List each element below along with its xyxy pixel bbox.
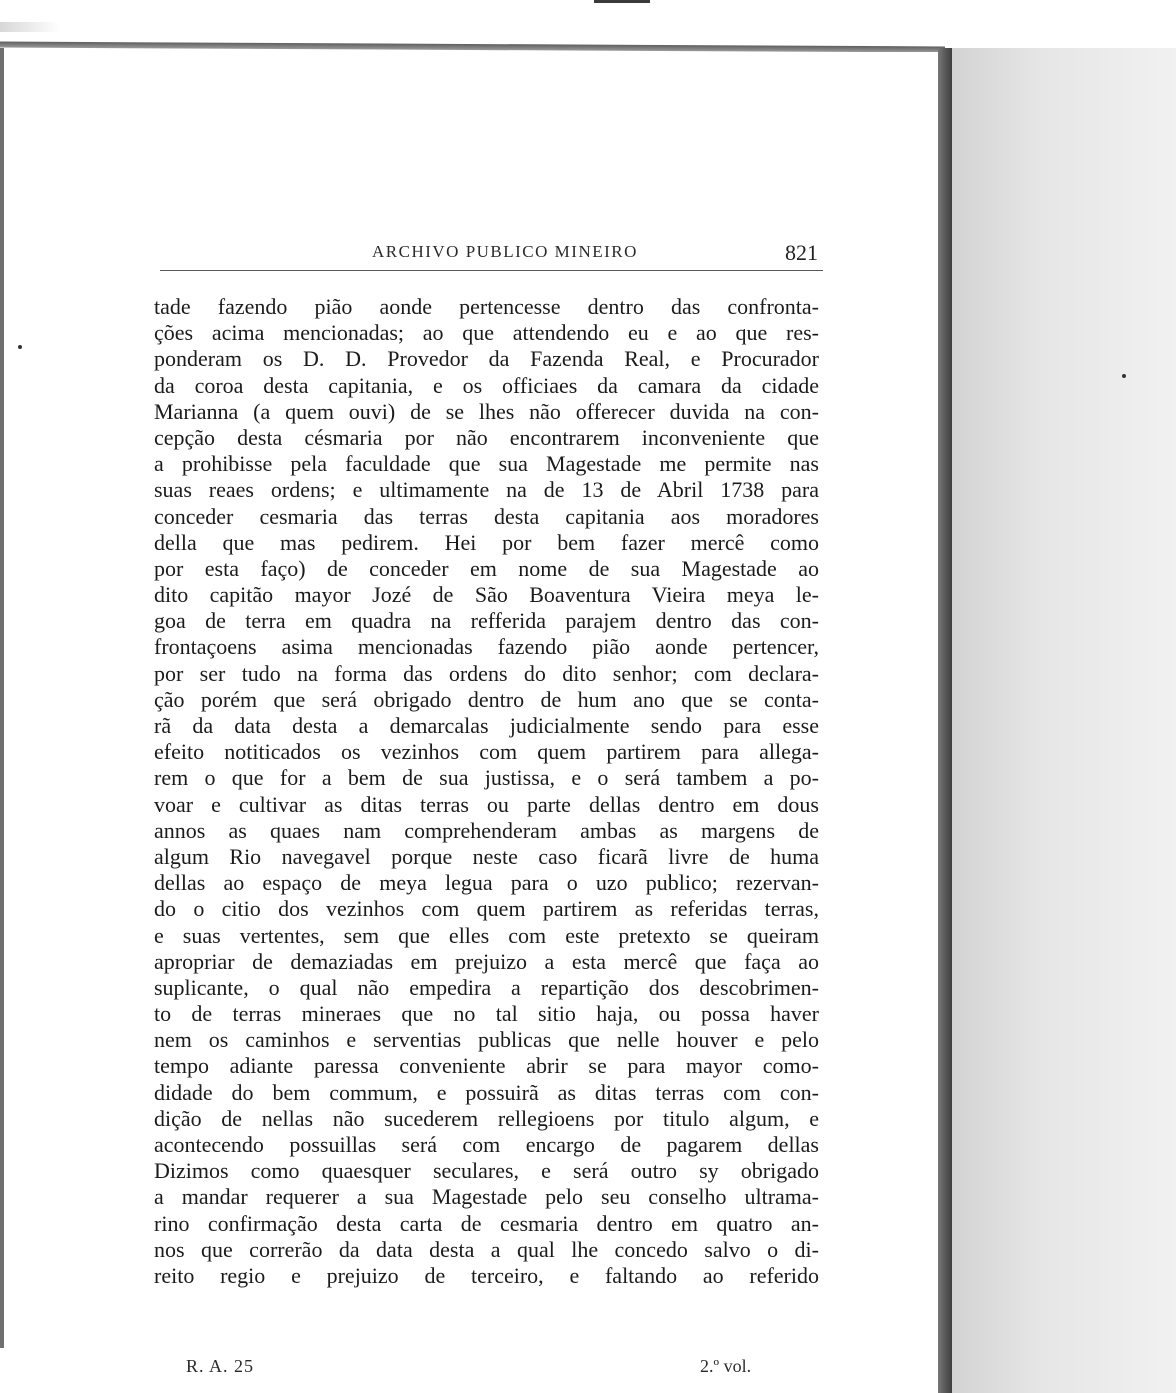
text-line: por ser tudo na forma das ordens do dito senhor; com declara- <box>154 660 819 686</box>
text-line: didade do bem commum, e possuirã as ditas terras com con- <box>154 1079 819 1105</box>
margin-dot <box>1122 374 1126 378</box>
text-line: apropriar de demaziadas em prejuizo a esta mercê que faça ao <box>154 948 819 974</box>
text-line: dito capitão mayor Jozé de São Boaventura Vieira meya le- <box>154 582 819 608</box>
text-line: suplicante, o qual não empedira a repartição dos descobrimen- <box>154 974 819 1000</box>
text-line: dellas ao espaço de meya legua para o uzo publico; rezervan- <box>154 870 819 896</box>
text-line: reito regio e prejuizo de terceiro, e faltando ao referido <box>154 1262 819 1288</box>
margin-dot <box>18 345 22 349</box>
text-line: Marianna (a quem ouvi) de se lhes não offerecer duvida na con- <box>154 398 819 424</box>
scan-smudge <box>0 22 60 32</box>
text-line: por esta faço) de conceder em nome de sua Magestade ao <box>154 555 819 581</box>
text-line: ção porém que será obrigado dentro de hum ano que se conta- <box>154 686 819 712</box>
text-line: nem os caminhos e serventias publicas que nelle houver e pelo <box>154 1027 819 1053</box>
text-line: do o citio dos vezinhos com quem partirem as referidas terras, <box>154 896 819 922</box>
text-line: da coroa desta capitania, e os officiaes da camara da cidade <box>154 372 819 398</box>
text-line: tempo adiante paressa conveniente abrir se para mayor como- <box>154 1053 819 1079</box>
text-line: acontecendo possuillas será com encargo de pagarem dellas <box>154 1132 819 1157</box>
text-line: algum Rio navegavel porque neste caso ficarã livre de huma <box>154 843 819 869</box>
signature-mark: R. A. 25 <box>186 1356 255 1376</box>
scan-top-mark <box>594 0 650 3</box>
text-line: nos que correrão da data desta a qual lhe concedo salvo o di- <box>154 1236 819 1262</box>
text-line: della que mas pedirem. Hei por bem fazer mercê como <box>154 529 819 555</box>
adjacent-page-strip <box>952 48 1176 1393</box>
text-line: dição de nellas não sucederem rellegioens por titulo algum, e <box>154 1105 819 1131</box>
text-line: goa de terra em quadra na refferida parajem dentro das con- <box>154 608 819 634</box>
page-top-edge <box>0 42 945 53</box>
header-rule <box>160 270 823 271</box>
text-line: Dizimos como quaesquer seculares, e será outro sy obrigado <box>154 1158 819 1184</box>
text-line: annos as quaes nam comprehenderam ambas as margens de <box>154 817 819 843</box>
text-line: rino confirmação desta carta de cesmaria dentro em quatro an- <box>154 1210 819 1236</box>
text-line: conceder cesmaria das terras desta capitania aos moradores <box>154 503 819 529</box>
text-line: cepção desta césmaria por não encontrarem inconveniente que <box>154 424 819 450</box>
body-text <box>154 294 819 1289</box>
text-line: frontaçoens asima mencionadas fazendo pião aonde pertencer, <box>154 634 819 660</box>
volume-label: 2.º vol. <box>700 1356 752 1376</box>
page-left-edge <box>0 48 4 1348</box>
text-line: e suas vertentes, sem que elles com este pretexto se queiram <box>154 922 819 948</box>
text-line: to de terras mineraes que no tal sitio haja, ou possa haver <box>154 1001 819 1027</box>
text-line: suas reaes ordens; e ultimamente na de 13 de Abril 1738 para <box>154 477 819 503</box>
text-line: voar e cultivar as ditas terras ou parte dellas dentro em dous <box>154 791 819 817</box>
page-number: 821 <box>785 240 818 265</box>
text-line: efeito notiticados os vezinhos com quem partirem para allega- <box>154 739 819 765</box>
text-line: ponderam os D. D. Provedor da Fazenda Real, e Procurador <box>154 346 819 372</box>
running-head: ARCHIVO PUBLICO MINEIRO <box>372 242 638 261</box>
page-edge-shadow <box>938 48 952 1393</box>
text-line: a mandar requerer a sua Magestade pelo seu conselho ultrama- <box>154 1184 819 1210</box>
text-line: ções acima mencionadas; ao que attendendo eu e ao que res- <box>154 320 819 346</box>
text-line: a prohibisse pela faculdade que sua Magestade me permite nas <box>154 451 819 477</box>
text-line: tade fazendo pião aonde pertencesse dentro das confronta- <box>154 294 819 319</box>
text-line: rã da data desta a demarcalas judicialmente sendo para esse <box>154 713 819 738</box>
text-line: rem o que for a bem de sua justissa, e o será tambem a po- <box>154 765 819 791</box>
